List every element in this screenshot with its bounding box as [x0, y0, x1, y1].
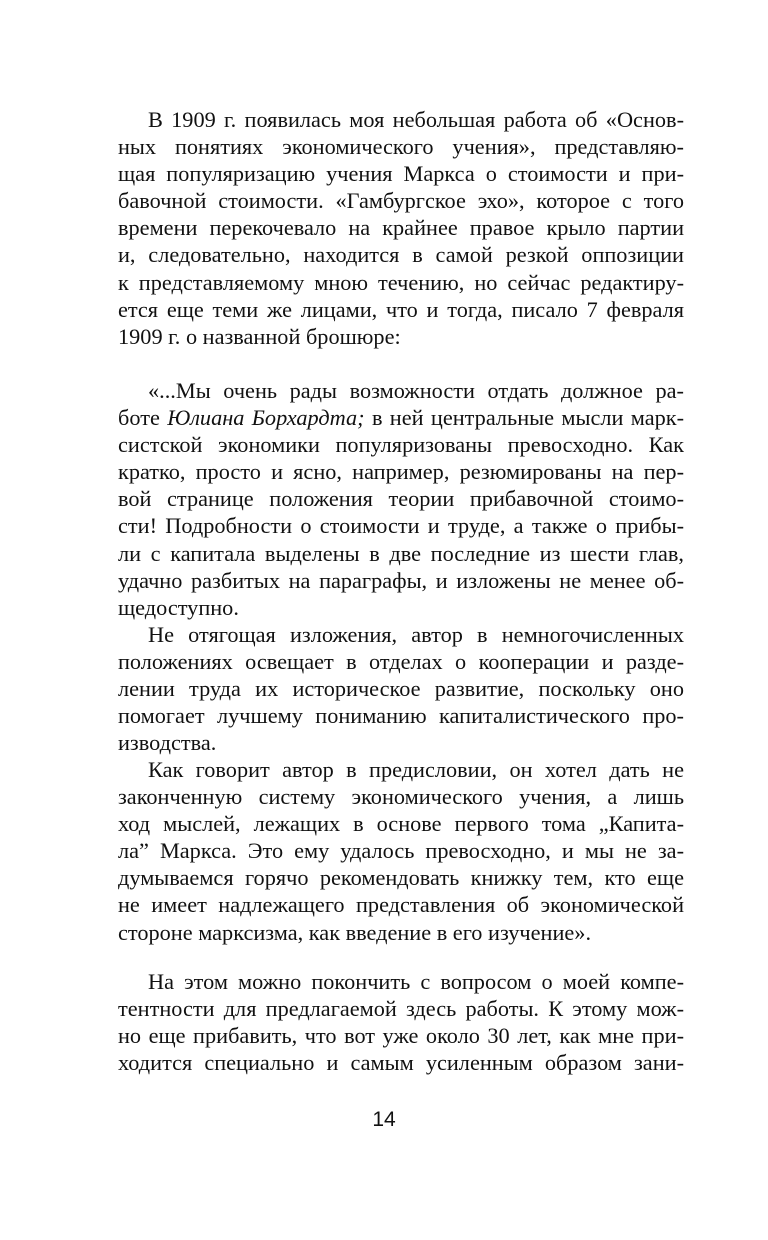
quote-paragraph-2 — [118, 621, 684, 756]
text-line: но еще прибавить, что вот уже около 30 лет, как мне при- — [118, 1023, 684, 1049]
text-line: Не отягощая изложения, автор в немногочисленных — [148, 622, 684, 647]
text-line: В 1909 г. появилась моя небольшая работа об «Основ- — [148, 107, 684, 132]
text-line: щая популяризацию учения Маркса о стоимости и при- — [118, 161, 684, 187]
page-number: 14 — [372, 1108, 396, 1131]
text-line: кратко, просто и ясно, например, резюмированы на пер- — [118, 459, 684, 485]
text-line: ли с капитала выделены в две последние из шести глав, — [118, 540, 684, 566]
text-line: изводства. — [118, 730, 217, 756]
text-line-with-author-name — [118, 404, 684, 431]
text-line: помогает лучшему пониманию капиталистического про- — [118, 703, 684, 729]
text-line: «...Мы очень рады возможности отдать должное ра- — [148, 378, 684, 403]
text-line: и, следовательно, находится в самой резкой оппозиции — [118, 242, 684, 268]
text-line: времени перекочевало на крайнее правое крыло партии — [118, 215, 684, 241]
text-segment: в ней центральные мысли марк- — [364, 405, 685, 431]
text-line: Как говорит автор в предисловии, он хотел дать не — [148, 757, 684, 782]
text-line: ла” Маркса. Это ему удалось превосходно, и мы не за- — [118, 838, 684, 864]
text-line: бавочной стоимости. «Гамбургское эхо», которое с того — [118, 188, 684, 214]
text-line: сти! Подробности о стоимости и труде, а также о прибы- — [118, 513, 684, 539]
text-line: ходится специально и самым усиленным образом зани- — [118, 1050, 684, 1076]
paragraph-intro — [118, 106, 684, 350]
text-line: думываемся горячо рекомендовать книжку тем, кто еще — [118, 865, 684, 891]
quote-paragraph-3 — [118, 756, 684, 946]
text-line: систской экономики популяризованы превосходно. Как — [118, 432, 684, 458]
text-segment: боте — [118, 405, 168, 431]
text-line: положениях освещает в отделах о кооперации и разде- — [118, 649, 684, 675]
text-line: законченную систему экономического учения, а лишь — [118, 784, 684, 810]
text-line: вой странице положения теории прибавочной стоимо- — [118, 486, 684, 512]
text-line: На этом можно покончить с вопросом о моей компе- — [148, 969, 684, 994]
text-line: ется еще теми же лицами, что и тогда, писало 7 февраля — [118, 296, 684, 322]
text-line: щедоступно. — [118, 594, 239, 620]
text-line: 1909 г. о названной брошюре: — [118, 323, 401, 349]
paragraph-conclusion — [118, 968, 684, 1076]
text-line: тентности для предлагаемой здесь работы. К этому мож- — [118, 996, 684, 1022]
text-line: к представляемому мною течению, но сейчас редактиру- — [118, 269, 684, 295]
text-line: удачно разбитых на параграфы, и изложены не менее об- — [118, 567, 684, 593]
author-name-italic: Юлиана Борхардта; — [167, 405, 365, 431]
text-line: лении труда их историческое развитие, поскольку оно — [118, 676, 684, 702]
text-line: ных понятиях экономического учения», представляю- — [118, 134, 684, 160]
text-line: не имеет надлежащего представления об экономической — [118, 892, 684, 918]
text-line: ход мыслей, лежащих в основе первого тома „Капита- — [118, 811, 684, 837]
text-line: стороне марксизма, как введение в его изучение». — [118, 919, 592, 945]
quote-paragraph-1 — [118, 377, 684, 621]
